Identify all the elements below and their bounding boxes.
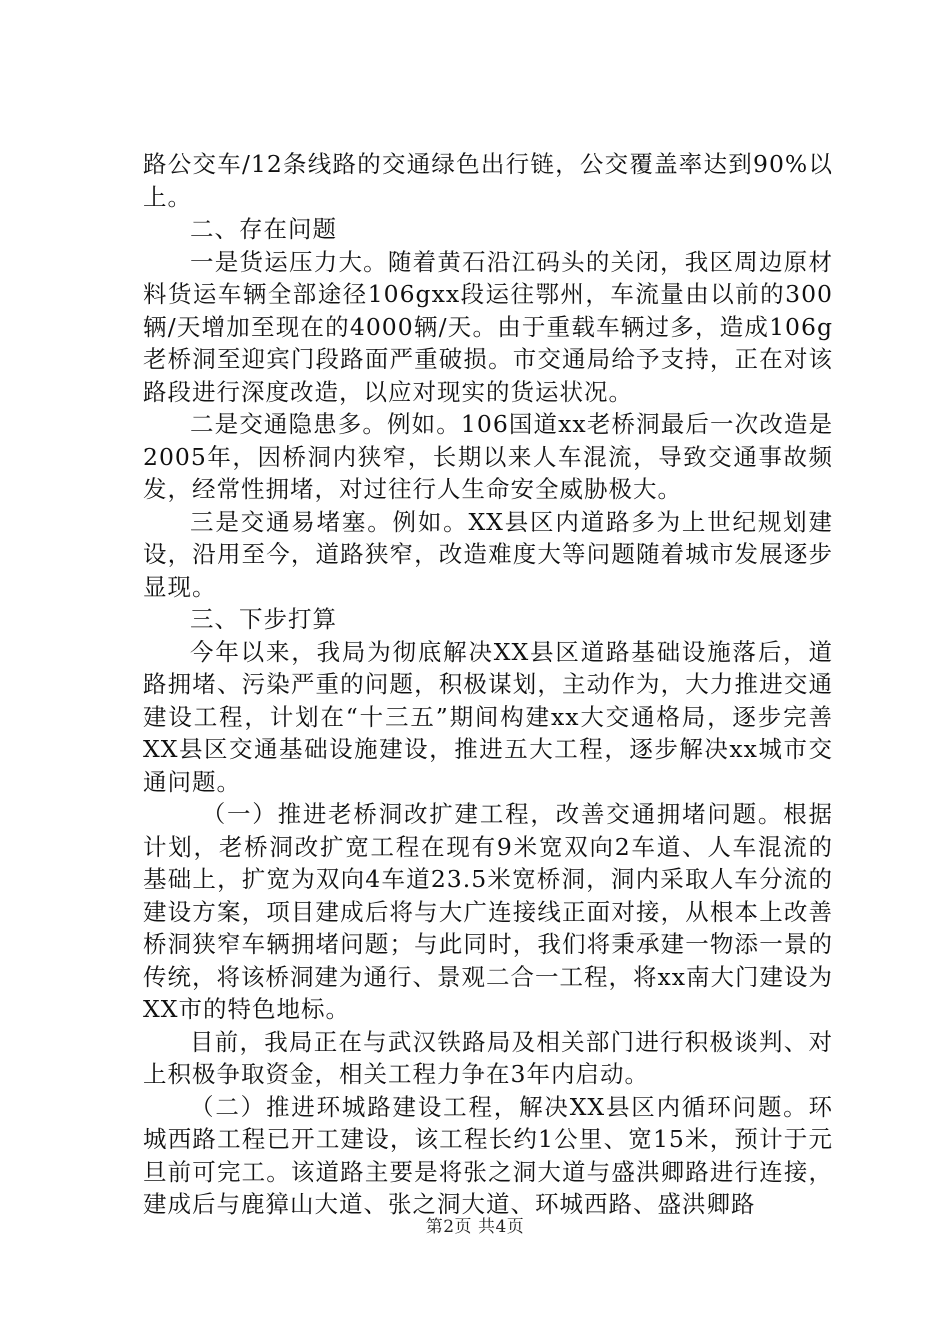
section-heading-problems: 二、存在问题 bbox=[190, 215, 337, 243]
paragraph-freight-pressure: 一是货运压力大。随着黄石沿江码头的关闭，我区周边原材料货运车辆全部途径106gxx段运往鄂州，车流量由以前的300辆/天增加至现在的4000辆/天。由于重载车辆过多，造成106g老桥洞至迎宾门段路面严重破损。市交通局给予支持，正在对该路段进行深度改造，以应对现实的货运状况。 bbox=[143, 247, 833, 406]
page-footer: 第2页 共4页 bbox=[425, 1217, 525, 1237]
paragraph-plan-overview: 今年以来，我局为彻底解决XX县区道路基础设施落后，道路拥堵、污染严重的问题，积极谋划，主动作为，大力推进交通建设工程，计划在“十三五”期间构建xx大交通格局，逐步完善XX县区交通基础设施建设，推进五大工程，逐步解决xx城市交通问题。 bbox=[143, 637, 833, 796]
paragraph-ring-road: （二）推进环城路建设工程，解决XX县区内循环问题。环城西路工程已开工建设，该工程长约1公里、宽15米，预计于元旦前可完工。该道路主要是将张之洞大道与盛洪卿路进行连接，建成后与鹿獐山大道、张之洞大道、环城西路、盛洪卿路 bbox=[143, 1092, 833, 1218]
paragraph-traffic-hazards: 二是交通隐患多。例如。106国道xx老桥洞最后一次改造是2005年，因桥洞内狭窄，长期以来人车混流，导致交通事故频发，经常性拥堵，对过往行人生命安全威胁极大。 bbox=[143, 410, 833, 503]
paragraph-congestion: 三是交通易堵塞。例如。XX县区内道路多为上世纪规划建设，沿用至今，道路狭窄，改造难度大等问题随着城市发展逐步显现。 bbox=[143, 507, 833, 601]
section-heading-next-steps: 三、下步打算 bbox=[190, 605, 337, 633]
paragraph-continued: 路公交车/12条线路的交通绿色出行链，公交覆盖率达到90%以上。 bbox=[143, 150, 833, 211]
paragraph-current-status: 目前，我局正在与武汉铁路局及相关部门进行积极谈判、对上积极争取资金，相关工程力争在3年内启动。 bbox=[143, 1027, 833, 1088]
paragraph-bridge-project: （一）推进老桥洞改扩建工程，改善交通拥堵问题。根据计划，老桥洞改扩宽工程在现有9米宽双向2车道、人车混流的基础上，扩宽为双向4车道23.5米宽桥洞，洞内采取人车分流的建设方案，项目建成后将与大广连接线正面对接，从根本上改善桥洞狭窄车辆拥堵问题；与此同时，我们将秉承建一物添一景的传统，将该桥洞建为通行、景观二合一工程，将xx南大门建设为XX市的特色地标。 bbox=[143, 800, 834, 1023]
document-body bbox=[143, 148, 833, 1221]
